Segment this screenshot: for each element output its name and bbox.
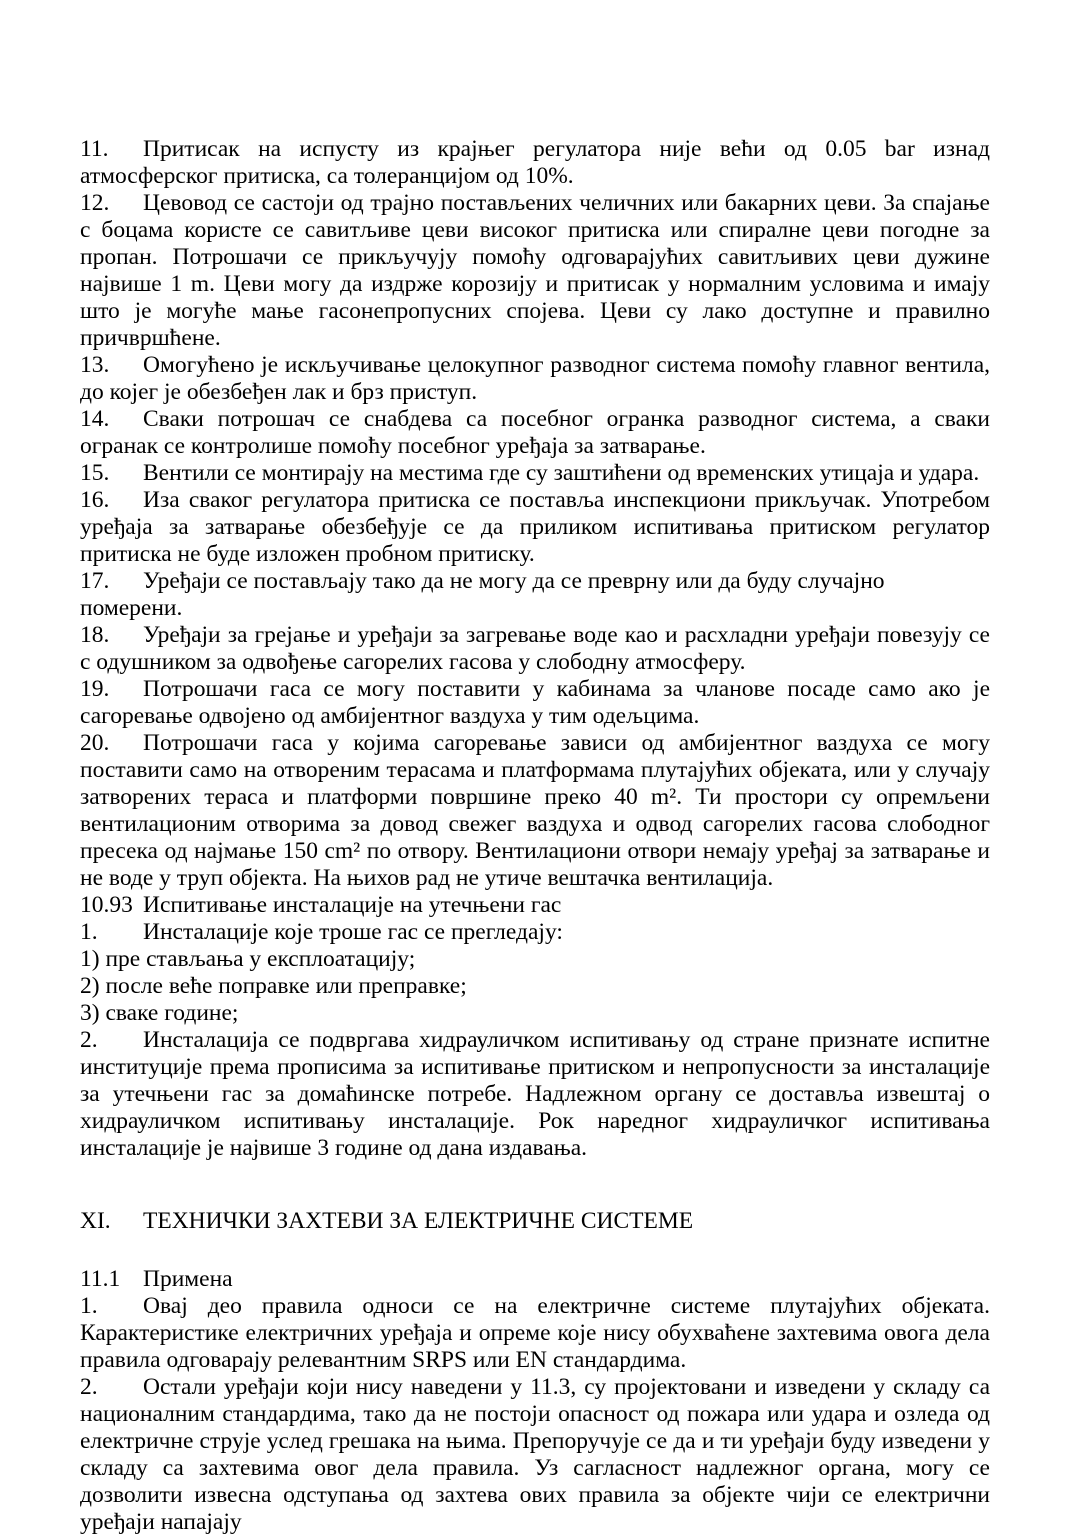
paragraph-text: Остали уређаји који нису наведени у 11.3, су пројектовани и изведени у складу са националним стандардима, тако да не постоји опасност од пожара или удара и озледа од електричне струје услед грешака на њима. Препоручује се да и ти уређаји буду изведени у складу са захтевима овог дела правила. Уз сагласност надлежног органа, могу се дозволити извесна одступања од захтева ових правила за објекте чији се електрични уређаји напајају bbox=[80, 1374, 990, 1535]
list-item-1: 1) пре стављања у експлоатацију; bbox=[80, 946, 416, 972]
subsection-title: Примена bbox=[143, 1266, 233, 1292]
item-number: 13. bbox=[80, 352, 110, 378]
item-number: 15. bbox=[80, 460, 110, 486]
section-number: XI. bbox=[80, 1208, 111, 1234]
item-number: 18. bbox=[80, 622, 110, 648]
paragraph-text: Цевовод се састоји од трајно постављених челичних или бакарних цеви. За спајање с боцама користе се савитљиве цеви високог притиска или спиралне цеви погодне за пропан. Потрошачи се прикључују помоћу одговарајућих савитљивих цеви дужине највише 1 m. Цеви могу да издрже корозију и притисак у нормалним условима и имају што је могуће мање гасонепропусних спојева. Цеви су лако доступне и правилно причвршћене. bbox=[80, 190, 990, 351]
subsection-heading-10-93 bbox=[80, 892, 990, 919]
numbered-paragraph-17 bbox=[80, 568, 990, 622]
section-heading-xi bbox=[80, 1208, 990, 1235]
item-number: 14. bbox=[80, 406, 110, 432]
list-item-3: 3) сваке године; bbox=[80, 1000, 239, 1026]
numbered-paragraph-20 bbox=[80, 730, 990, 892]
subsection-number: 10.93 bbox=[80, 892, 133, 918]
paragraph-text: Вентили се монтирају на местима где су заштићени од временских утицаја и удара. bbox=[143, 460, 980, 486]
item-number: 1. bbox=[80, 919, 98, 945]
item-number: 20. bbox=[80, 730, 110, 756]
item-number: 2. bbox=[80, 1027, 98, 1053]
subsection-heading-11-1 bbox=[80, 1266, 990, 1293]
subsection-number: 11.1 bbox=[80, 1266, 121, 1292]
list-item-2: 2) после веће поправке или преправке; bbox=[80, 973, 467, 999]
numbered-paragraph-16 bbox=[80, 487, 990, 568]
paragraph-text: Инсталације које троше гас се прегледају: bbox=[143, 919, 563, 945]
paragraph-text: Инсталација се подвргава хидрауличком испитивању од стране признате испитне институције према прописима за испитивање притиском и непропусности за инсталације за утечњени гас за домаћинске потребе. Надлежном органу се доставља извештај о хидрауличком испитивању инсталације. Рок наредног хидрауличког испитивања инсталације је највише 3 године од дана издавања. bbox=[80, 1027, 990, 1161]
paragraph-text: Омогућено је искључивање целокупног разводног система помоћу главног вентила, до којег је обезбеђен лак и брз приступ. bbox=[80, 352, 990, 405]
item-number: 1. bbox=[80, 1293, 98, 1319]
section-title: ТЕХНИЧКИ ЗАХТЕВИ ЗА ЕЛЕКТРИЧНЕ СИСТЕМЕ bbox=[143, 1208, 694, 1234]
numbered-paragraph-1 bbox=[80, 919, 990, 946]
paragraph-text: Притисак на испусту из крајњег регулатора није већи од 0.05 bar изнад атмосферског притиска, са толеранцијом од 10%. bbox=[80, 136, 990, 189]
paragraph-text: Уређаји се постављају тако да не могу да се преврну или да буду случајно померени. bbox=[80, 568, 885, 621]
numbered-paragraph-15 bbox=[80, 460, 990, 487]
item-number: 19. bbox=[80, 676, 110, 702]
item-number: 2. bbox=[80, 1374, 98, 1400]
numbered-paragraph-12 bbox=[80, 190, 990, 352]
numbered-paragraph-19 bbox=[80, 676, 990, 730]
paragraph-text: Иза сваког регулатора притиска се поставља инспекциони прикључак. Употребом уређаја за затварање обезбеђује се да приликом испитивања притиском регулатор притиска не буде изложен пробном притиску. bbox=[80, 487, 990, 567]
numbered-paragraph-xi-2 bbox=[80, 1374, 990, 1536]
paragraph-text: Уређаји за грејање и уређаји за загревање воде као и расхладни уређаји повезују се с одушником за одвођење сагорелих гасова у слободну атмосферу. bbox=[80, 622, 990, 675]
numbered-paragraph-xi-1 bbox=[80, 1293, 990, 1374]
numbered-paragraph-2 bbox=[80, 1027, 990, 1162]
item-number: 12. bbox=[80, 190, 110, 216]
paragraph-text: Потрошачи гаса у којима сагоревање зависи од амбијентног ваздуха се могу поставити само на отвореним терасама и платформама плутајућих објеката, или у случају затворених тераса и платформи површине преко 40 m². Ти простори су опремљени вентилационим отворима за довод свежег ваздуха и одвод сагорелих гасова слободног пресека од најмање 150 cm² по отвору. Вентилациони отвори немају уређај за затварање и не воде у труп објекта. На њихов рад не утиче вештачка вентилација. bbox=[80, 730, 990, 891]
numbered-paragraph-18 bbox=[80, 622, 990, 676]
numbered-paragraph-11 bbox=[80, 136, 990, 190]
numbered-paragraph-13 bbox=[80, 352, 990, 406]
item-number: 17. bbox=[80, 568, 110, 594]
subsection-title: Испитивање инсталације на утечњени гас bbox=[143, 892, 562, 918]
item-number: 16. bbox=[80, 487, 110, 513]
numbered-paragraph-14 bbox=[80, 406, 990, 460]
paragraph-text: Сваки потрошач се снабдева са посебног огранка разводног система, а сваки огранак се контролише помоћу посебног уређаја за затварање. bbox=[80, 406, 990, 459]
item-number: 11. bbox=[80, 136, 109, 162]
paragraph-text: Овај део правила односи се на електричне системе плутајућих објеката. Карактеристике електричних уређаја и опреме које нису обухваћене захтевима овога дела правила одговарају релевантним SRPS или EN стандардима. bbox=[80, 1293, 990, 1373]
paragraph-text: Потрошачи гаса се могу поставити у кабинама за чланове посаде само ако је сагоревање одвојено од амбијентног ваздуха у тим одељцима. bbox=[80, 676, 990, 729]
